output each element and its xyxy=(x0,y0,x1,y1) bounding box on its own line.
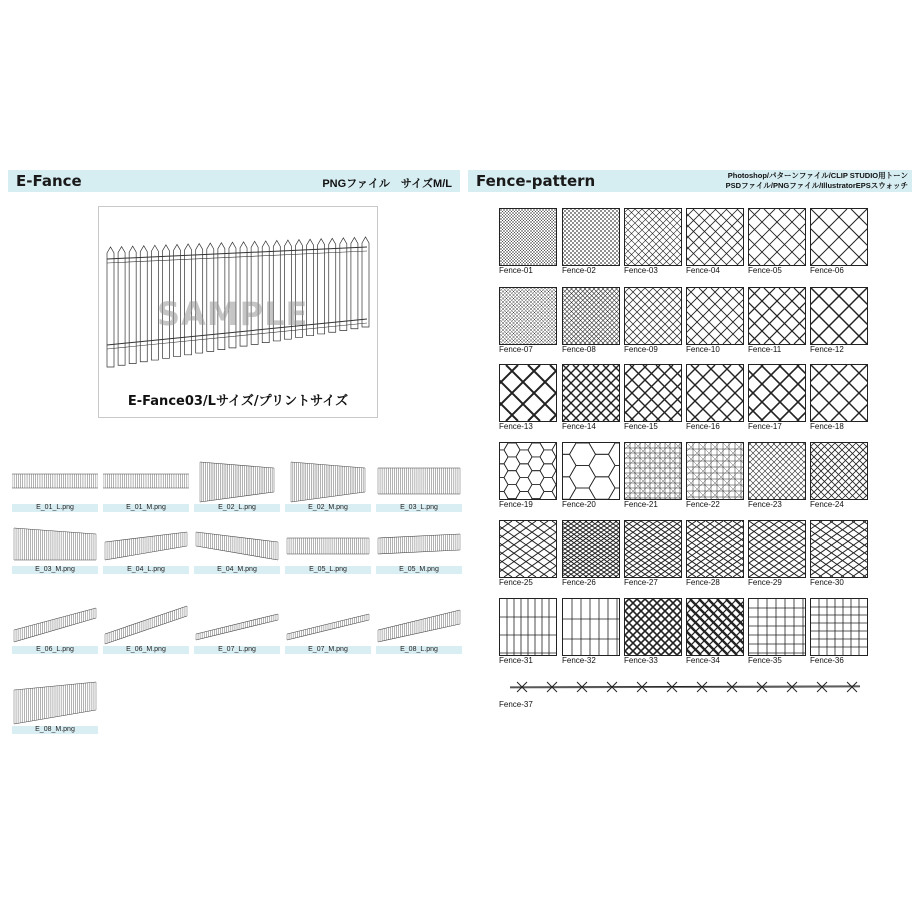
pattern-tile xyxy=(499,287,557,345)
pattern-tile xyxy=(624,598,682,656)
pattern-swatch[interactable] xyxy=(810,598,868,668)
sample-caption: E-Fance03/Lサイズ/プリントサイズ xyxy=(127,394,349,409)
thumbnail-item[interactable] xyxy=(103,458,189,514)
pattern-swatch[interactable] xyxy=(810,520,868,590)
pattern-swatch[interactable] xyxy=(748,520,806,590)
thumbnail-item[interactable] xyxy=(12,600,98,656)
pattern-swatch[interactable] xyxy=(748,598,806,668)
pattern-tile xyxy=(624,208,682,266)
pattern-label: Fence-33 xyxy=(624,656,658,665)
pattern-label: Fence-27 xyxy=(624,578,658,587)
sample-preview xyxy=(98,206,378,418)
pattern-label: Fence-17 xyxy=(748,422,782,431)
pattern-swatch[interactable] xyxy=(748,442,806,512)
pattern-label: Fence-31 xyxy=(499,656,533,665)
thumbnail-label: E_08_L.png xyxy=(376,646,462,654)
pattern-swatch[interactable] xyxy=(686,598,744,668)
pattern-label: Fence-16 xyxy=(686,422,720,431)
fence-thumbnail-image xyxy=(194,458,280,504)
pattern-swatch[interactable] xyxy=(499,287,557,357)
pattern-tile xyxy=(499,364,557,422)
thumbnail-item[interactable] xyxy=(194,458,280,514)
thumbnail-item[interactable] xyxy=(285,520,371,576)
section-subtitle: PNGファイル サイズM/L xyxy=(322,178,452,190)
pattern-label: Fence-08 xyxy=(562,345,596,354)
pattern-tile xyxy=(624,364,682,422)
pattern-label: Fence-09 xyxy=(624,345,658,354)
pattern-label: Fence-14 xyxy=(562,422,596,431)
pattern-swatch[interactable] xyxy=(499,520,557,590)
thumbnail-label: E_07_L.png xyxy=(194,646,280,654)
pattern-swatch[interactable] xyxy=(562,287,620,357)
thumbnail-label: E_03_L.png xyxy=(376,504,462,512)
pattern-label: Fence-24 xyxy=(810,500,844,509)
pattern-swatch[interactable] xyxy=(624,520,682,590)
thumbnail-item[interactable] xyxy=(285,600,371,656)
pattern-swatch[interactable] xyxy=(499,598,557,668)
fence-thumbnail-image xyxy=(194,520,280,566)
pattern-label: Fence-30 xyxy=(810,578,844,587)
pattern-label: Fence-11 xyxy=(748,345,782,354)
fence-thumbnail-image xyxy=(285,600,371,646)
thumbnail-item[interactable] xyxy=(376,520,462,576)
pattern-tile xyxy=(686,208,744,266)
pattern-tile xyxy=(686,287,744,345)
fence-thumbnail-image xyxy=(376,458,462,504)
pattern-swatch[interactable] xyxy=(562,364,620,434)
pattern-tile xyxy=(499,208,557,266)
pattern-label: Fence-05 xyxy=(748,266,782,275)
pattern-tile xyxy=(748,364,806,422)
thumbnail-item[interactable] xyxy=(12,520,98,576)
pattern-tile xyxy=(499,598,557,656)
fence-pattern-header xyxy=(468,170,912,192)
watermark: SAMPLE xyxy=(157,295,309,333)
pattern-tile xyxy=(810,520,868,578)
pattern-tile xyxy=(624,442,682,500)
pattern-swatch[interactable] xyxy=(499,208,557,278)
pattern-tile xyxy=(562,442,620,500)
fence-thumbnail-image xyxy=(285,520,371,566)
pattern-tile xyxy=(686,598,744,656)
pattern-tile xyxy=(810,208,868,266)
fence-thumbnail-image xyxy=(103,520,189,566)
thumbnail-label: E_03_M.png xyxy=(12,566,98,574)
subtitle-line-2: PSDファイル/PNGファイル/IllustratorEPSスウォッチ xyxy=(725,181,908,190)
pattern-swatch[interactable] xyxy=(810,442,868,512)
pattern-swatch[interactable] xyxy=(624,598,682,668)
pattern-label: Fence-12 xyxy=(810,345,844,354)
pattern-label: Fence-19 xyxy=(499,500,533,509)
pattern-swatch[interactable] xyxy=(686,208,744,278)
pattern-swatch[interactable] xyxy=(810,287,868,357)
pattern-label: Fence-37 xyxy=(499,700,533,709)
thumbnail-label: E_08_M.png xyxy=(12,726,98,734)
pattern-label: Fence-01 xyxy=(499,266,533,275)
pattern-tile xyxy=(810,287,868,345)
pattern-tile xyxy=(624,520,682,578)
pattern-tile xyxy=(810,598,868,656)
section-subtitle xyxy=(726,171,908,191)
pattern-label: Fence-29 xyxy=(748,578,782,587)
pattern-label: Fence-32 xyxy=(562,656,596,665)
pattern-label: Fence-18 xyxy=(810,422,844,431)
thumbnail-item[interactable] xyxy=(376,600,462,656)
pattern-swatch[interactable] xyxy=(624,287,682,357)
pattern-label: Fence-35 xyxy=(748,656,782,665)
thumbnail-label: E_01_M.png xyxy=(103,504,189,512)
pattern-swatch[interactable] xyxy=(562,520,620,590)
thumbnail-label: E_07_M.png xyxy=(285,646,371,654)
pattern-swatch[interactable] xyxy=(810,364,868,434)
e-fance-header xyxy=(8,170,460,192)
pattern-swatch[interactable] xyxy=(686,442,744,512)
pattern-tile xyxy=(810,364,868,422)
thumbnail-item[interactable] xyxy=(103,520,189,576)
pattern-label: Fence-25 xyxy=(499,578,533,587)
pattern-tile xyxy=(624,287,682,345)
fence-thumbnail-image xyxy=(12,680,98,726)
pattern-swatch[interactable] xyxy=(624,364,682,434)
pattern-label: Fence-10 xyxy=(686,345,720,354)
pattern-tile xyxy=(686,520,744,578)
pattern-swatch[interactable] xyxy=(810,208,868,278)
pattern-label: Fence-22 xyxy=(686,500,720,509)
pattern-label: Fence-04 xyxy=(686,266,720,275)
fence-thumbnail-image xyxy=(103,600,189,646)
pattern-swatch[interactable] xyxy=(748,208,806,278)
pattern-label: Fence-23 xyxy=(748,500,782,509)
pattern-swatch[interactable] xyxy=(624,442,682,512)
pattern-label: Fence-34 xyxy=(686,656,720,665)
pattern-label: Fence-21 xyxy=(624,500,658,509)
pattern-swatch[interactable] xyxy=(562,442,620,512)
pattern-label: Fence-26 xyxy=(562,578,596,587)
pattern-tile xyxy=(686,442,744,500)
fence-thumbnail-image xyxy=(285,458,371,504)
pattern-tile xyxy=(748,598,806,656)
thumbnail-item[interactable] xyxy=(285,458,371,514)
thumbnail-item[interactable] xyxy=(12,680,98,736)
thumbnail-label: E_04_L.png xyxy=(103,566,189,574)
pattern-swatch[interactable] xyxy=(499,442,557,512)
pattern-tile xyxy=(748,520,806,578)
pattern-swatch[interactable] xyxy=(562,208,620,278)
pattern-label: Fence-06 xyxy=(810,266,844,275)
pattern-tile xyxy=(748,287,806,345)
pattern-tile xyxy=(499,520,557,578)
fence-thumbnail-image xyxy=(194,600,280,646)
pattern-label: Fence-15 xyxy=(624,422,658,431)
pattern-tile xyxy=(562,208,620,266)
pattern-swatch[interactable] xyxy=(748,287,806,357)
fence-thumbnail-image xyxy=(12,458,98,504)
pattern-label: Fence-20 xyxy=(562,500,596,509)
pattern-tile xyxy=(562,287,620,345)
pattern-tile xyxy=(810,442,868,500)
thumbnail-label: E_02_M.png xyxy=(285,504,371,512)
pattern-tile xyxy=(562,364,620,422)
thumbnail-item[interactable] xyxy=(376,458,462,514)
thumbnail-label: E_06_M.png xyxy=(103,646,189,654)
pattern-tile xyxy=(562,520,620,578)
pattern-tile xyxy=(748,442,806,500)
fence-thumbnail-image xyxy=(12,600,98,646)
thumbnail-label: E_05_M.png xyxy=(376,566,462,574)
barbed-wire-swatch xyxy=(510,680,860,694)
pattern-swatch[interactable] xyxy=(686,520,744,590)
pattern-label: Fence-36 xyxy=(810,656,844,665)
fence-thumbnail-image xyxy=(12,520,98,566)
thumbnail-item[interactable] xyxy=(194,520,280,576)
pattern-label: Fence-03 xyxy=(624,266,658,275)
pattern-swatch[interactable] xyxy=(686,287,744,357)
pattern-label: Fence-28 xyxy=(686,578,720,587)
pattern-label: Fence-07 xyxy=(499,345,533,354)
subtitle-line-1: Photoshop/パターンファイル/CLIP STUDIO用トーン xyxy=(727,171,908,180)
pattern-label: Fence-13 xyxy=(499,422,533,431)
fence-thumbnail-image xyxy=(376,520,462,566)
section-title: E-Fance xyxy=(16,172,82,190)
thumbnail-item[interactable] xyxy=(103,600,189,656)
pattern-tile xyxy=(686,364,744,422)
pattern-swatch[interactable] xyxy=(624,208,682,278)
thumbnail-item[interactable] xyxy=(12,458,98,514)
pattern-swatch[interactable] xyxy=(686,364,744,434)
fence-thumbnail-image xyxy=(103,458,189,504)
pattern-swatch[interactable] xyxy=(562,598,620,668)
pattern-label: Fence-02 xyxy=(562,266,596,275)
pattern-swatch[interactable] xyxy=(748,364,806,434)
section-title: Fence-pattern xyxy=(476,172,596,190)
pattern-swatch[interactable] xyxy=(499,364,557,434)
thumbnail-label: E_04_M.png xyxy=(194,566,280,574)
pattern-tile xyxy=(562,598,620,656)
fence-thumbnail-image xyxy=(376,600,462,646)
thumbnail-item[interactable] xyxy=(194,600,280,656)
thumbnail-label: E_02_L.png xyxy=(194,504,280,512)
thumbnail-label: E_01_L.png xyxy=(12,504,98,512)
thumbnail-label: E_05_L.png xyxy=(285,566,371,574)
thumbnail-label: E_06_L.png xyxy=(12,646,98,654)
pattern-tile xyxy=(748,208,806,266)
pattern-tile xyxy=(499,442,557,500)
